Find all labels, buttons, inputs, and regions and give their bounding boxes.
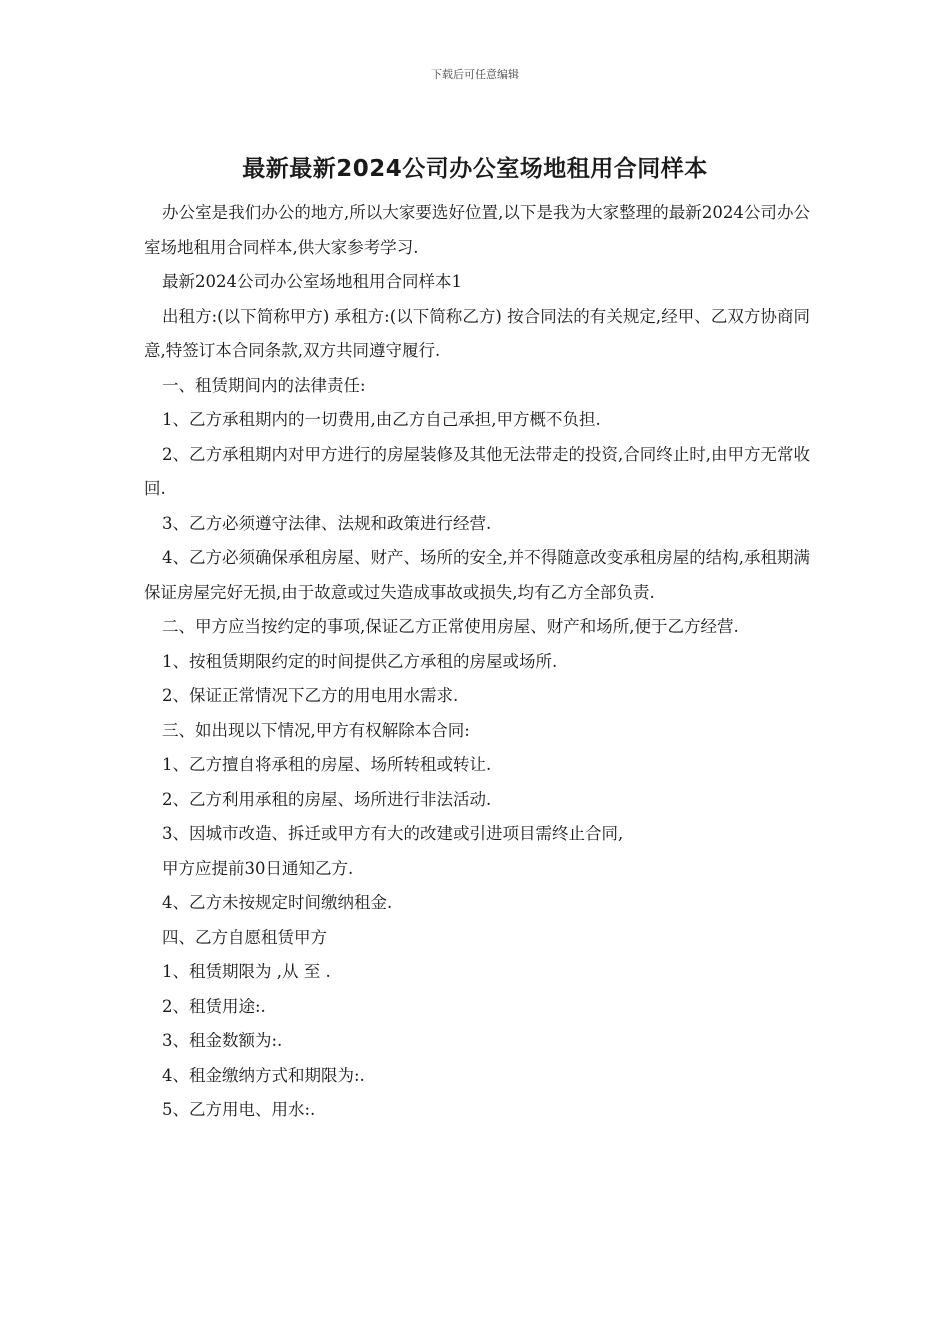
paragraph-item: 1、乙方擅自将承租的房屋、场所转租或转让. bbox=[162, 755, 492, 774]
document-title: 最新最新2024公司办公室场地租用合同样本 bbox=[242, 156, 708, 182]
paragraph-item: 2、乙方承租期内对甲方进行的房屋装修及其他无法带走的投资,合同终止时,由甲方无常收回. bbox=[144, 444, 810, 498]
paragraph-item: 3、租金数额为:. bbox=[162, 1031, 283, 1050]
paragraph-item: 2、乙方利用承租的房屋、场所进行非法活动. bbox=[162, 789, 492, 809]
paragraph-item: 5、乙方用电、用水:. bbox=[162, 1100, 316, 1119]
header-note: 下载后可任意编辑 bbox=[431, 68, 519, 81]
paragraph-item: 2、保证正常情况下乙方的用电用水需求. bbox=[162, 686, 459, 705]
paragraph-item: 3、因城市改造、拆迁或甲方有大的改建或引进项目需终止合同, bbox=[162, 824, 624, 843]
paragraph-item: 2、租赁用途:. bbox=[162, 996, 266, 1016]
paragraph-item: 1、按租赁期限约定的时间提供乙方承租的房屋或场所. bbox=[162, 651, 558, 671]
paragraph-section-1: 一、租赁期间内的法律责任: bbox=[162, 375, 366, 395]
paragraph-parties: 出租方:(以下简称甲方) 承租方:(以下简称乙方) 按合同法的有关规定,经甲、乙双方协商同意,特签订本合同条款,双方共同遵守履行. bbox=[144, 306, 810, 360]
paragraph-intro: 办公室是我们办公的地方,所以大家要选好位置,以下是我为大家整理的最新2024公司办公室场地租用合同样本,供大家参考学习. bbox=[144, 203, 810, 257]
document-body bbox=[144, 196, 810, 1128]
paragraph-item: 1、租赁期限为 ,从 至 . bbox=[162, 962, 331, 981]
paragraph-item: 4、租金缴纳方式和期限为:. bbox=[162, 1065, 365, 1085]
paragraph-sample-heading: 最新2024公司办公室场地租用合同样本1 bbox=[162, 272, 462, 291]
paragraph-section-3: 三、如出现以下情况,甲方有权解除本合同: bbox=[162, 720, 470, 740]
paragraph-section-2: 二、甲方应当按约定的事项,保证乙方正常使用房屋、财产和场所,便于乙方经营. bbox=[162, 617, 739, 636]
paragraph-section-4: 四、乙方自愿租赁甲方 bbox=[162, 927, 327, 947]
paragraph-item: 甲方应提前30日通知乙方. bbox=[162, 858, 354, 878]
paragraph-item: 3、乙方必须遵守法律、法规和政策进行经营. bbox=[162, 513, 492, 533]
paragraph-item: 4、乙方必须确保承租房屋、财产、场所的安全,并不得随意改变承租房屋的结构,承租期满保证房屋完好无损,由于故意或过失造成事故或损失,均有乙方全部负责. bbox=[144, 548, 810, 602]
paragraph-item: 4、乙方未按规定时间缴纳租金. bbox=[162, 893, 393, 912]
paragraph-item: 1、乙方承租期内的一切费用,由乙方自己承担,甲方概不负担. bbox=[162, 410, 601, 429]
